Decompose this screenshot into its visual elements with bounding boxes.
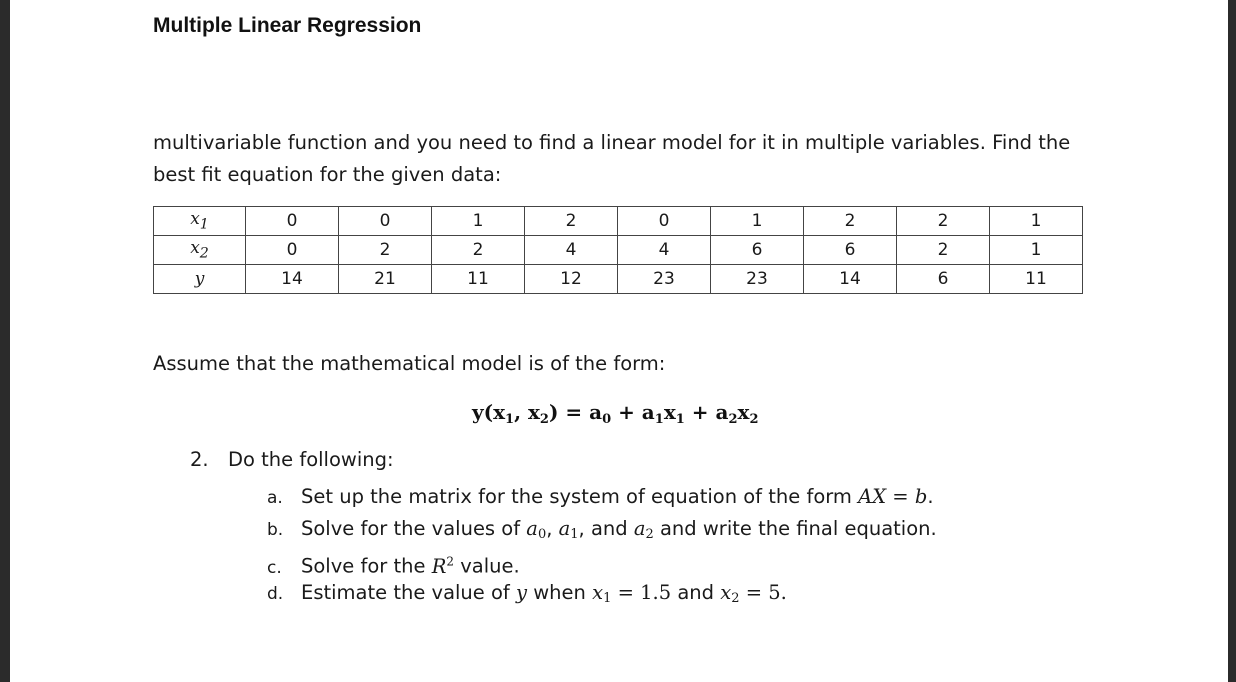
task-number: 2. bbox=[190, 448, 209, 471]
table-cell: 6 bbox=[711, 236, 804, 265]
subitem-b: b. Solve for the values of $a_0$, $a_1$, and $a_2$ and write the final equation. bbox=[267, 517, 937, 542]
table-cell: 0 bbox=[618, 207, 711, 236]
table-cell: 14 bbox=[804, 265, 897, 294]
table-row bbox=[154, 236, 1083, 265]
table-cell: 23 bbox=[618, 265, 711, 294]
table-cell: 12 bbox=[525, 265, 618, 294]
table-cell: 23 bbox=[711, 265, 804, 294]
table-row bbox=[154, 265, 1083, 294]
table-cell: 2 bbox=[804, 207, 897, 236]
table-cell: 0 bbox=[246, 207, 339, 236]
table-cell: 14 bbox=[246, 265, 339, 294]
table-cell: 1 bbox=[990, 236, 1083, 265]
table-cell: 2 bbox=[432, 236, 525, 265]
scan-edge-right bbox=[1228, 0, 1236, 682]
subitem-c: c. Solve for the $R^2$ value. bbox=[267, 554, 520, 578]
subitem-d: d. Estimate the value of y when $x_1 = 1.5$ and $x_2 = 5$. bbox=[267, 581, 787, 606]
subitem-a: a. Set up the matrix for the system of equation of the form AX = b. bbox=[267, 485, 934, 508]
data-table bbox=[153, 206, 1083, 294]
table-cell: 21 bbox=[339, 265, 432, 294]
assumption-text: Assume that the mathematical model is of the form: bbox=[153, 352, 666, 375]
task-label: Do the following: bbox=[228, 448, 394, 471]
table-cell: 1 bbox=[990, 207, 1083, 236]
intro-line-1: multivariable function and you need to find a linear model for it in multiple variables. Find the bbox=[153, 131, 1071, 154]
intro-line-2: best fit equation for the given data: bbox=[153, 163, 502, 186]
table-cell: 4 bbox=[525, 236, 618, 265]
table-cell: 2 bbox=[897, 207, 990, 236]
table-row bbox=[154, 207, 1083, 236]
row-variable-label: y bbox=[154, 265, 246, 294]
table-cell: 4 bbox=[618, 236, 711, 265]
table-cell: 6 bbox=[804, 236, 897, 265]
model-equation: $y(x_1$, $x_2) = a_0 + a_1x_1 + a_2x_2$ bbox=[472, 400, 759, 427]
table-cell: 1 bbox=[432, 207, 525, 236]
table-cell: 2 bbox=[897, 236, 990, 265]
scan-edge-left bbox=[0, 0, 10, 682]
table-cell: 0 bbox=[339, 207, 432, 236]
table-cell: 6 bbox=[897, 265, 990, 294]
row-variable-label: $x_2$ bbox=[154, 236, 246, 265]
page-heading: Multiple Linear Regression bbox=[153, 14, 422, 37]
table-cell: 11 bbox=[990, 265, 1083, 294]
table-cell: 2 bbox=[339, 236, 432, 265]
table-cell: 2 bbox=[525, 207, 618, 236]
task-subitems bbox=[267, 481, 937, 609]
table-cell: 0 bbox=[246, 236, 339, 265]
table-cell: 11 bbox=[432, 265, 525, 294]
problem-intro bbox=[153, 127, 1113, 191]
document-page bbox=[10, 0, 1228, 682]
task-heading bbox=[190, 448, 394, 471]
row-variable-label: $x_1$ bbox=[154, 207, 246, 236]
table-cell: 1 bbox=[711, 207, 804, 236]
